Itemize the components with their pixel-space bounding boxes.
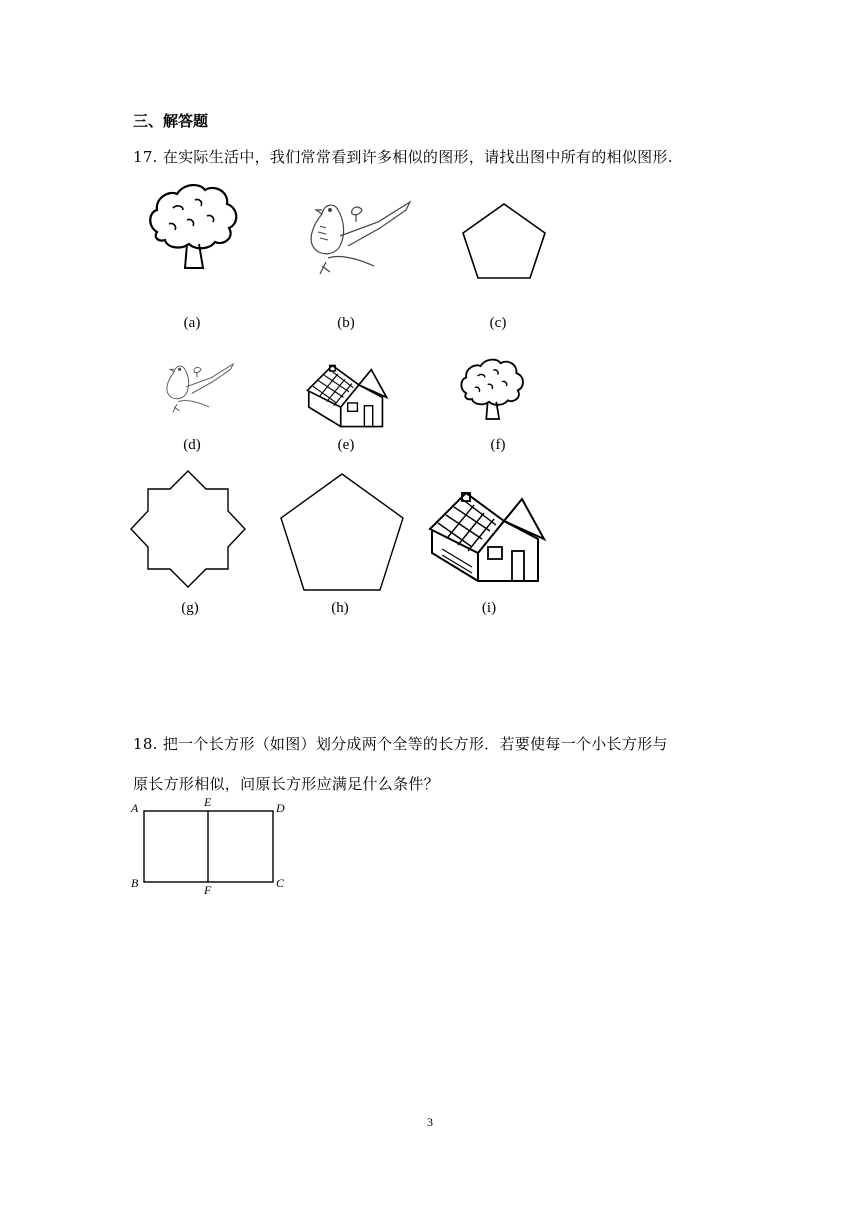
- figure-g-octagram-icon: [130, 470, 246, 588]
- point-c-label: C: [276, 876, 285, 890]
- point-a-label: A: [131, 801, 139, 815]
- figure-d-label: (d): [183, 437, 201, 453]
- section-heading: 三、解答题: [133, 112, 209, 130]
- point-e-label: E: [204, 795, 212, 809]
- figure-b-label: (b): [337, 315, 355, 331]
- figure-f-label: (f): [490, 437, 506, 453]
- page-number: 3: [427, 1115, 433, 1129]
- figure-d-bird-icon: [158, 360, 238, 415]
- figure-e-house-icon: [306, 364, 388, 428]
- figure-i-house-icon: [428, 490, 546, 584]
- figure-e-label: (e): [337, 437, 355, 453]
- figure-h-pentagon-icon: [280, 473, 404, 591]
- figure-a-label: (a): [183, 315, 201, 331]
- figure-a-tree-icon: [143, 180, 243, 275]
- figure-g-label: (g): [181, 600, 199, 616]
- question-17-text: 17. 在实际生活中，我们常常看到许多相似的图形，请找出图中所有的相似图形.: [133, 148, 673, 166]
- point-d-label: D: [276, 801, 285, 815]
- point-f-label: F: [204, 883, 212, 897]
- point-b-label: B: [131, 876, 139, 890]
- figure-b-bird-icon: [300, 196, 415, 278]
- figure-h-label: (h): [331, 600, 349, 616]
- figure-c-label: (c): [489, 315, 507, 331]
- figure-f-tree-icon: [456, 356, 528, 424]
- question-18-line-2: 原长方形相似，问原长方形应满足什么条件？: [133, 775, 440, 793]
- figure-i-label: (i): [481, 600, 497, 616]
- question-18-line-1: 18. 把一个长方形（如图）划分成两个全等的长方形．若要使每一个小长方形与: [133, 735, 668, 753]
- figure-c-pentagon-icon: [462, 203, 546, 279]
